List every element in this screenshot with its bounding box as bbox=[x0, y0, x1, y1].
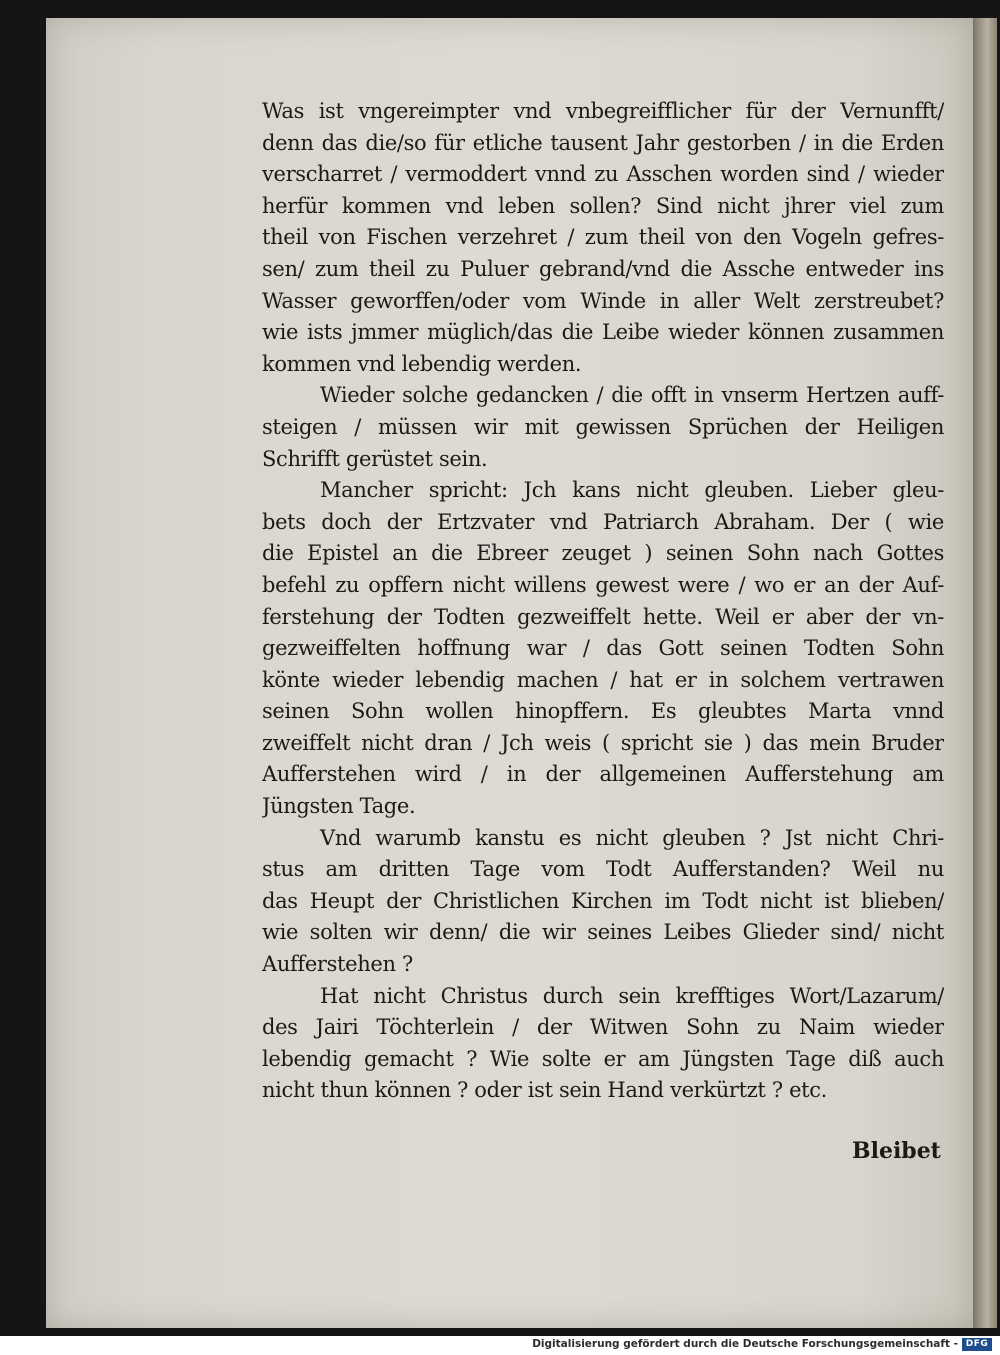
text-line: theil von Fischen verzehret / zum theil von den Vogeln gefres- bbox=[262, 225, 944, 250]
text-line: Wasser geworffen/oder vom Winde in aller Welt zerstreubet? bbox=[262, 288, 944, 313]
text-line: verscharret / vermoddert vnnd zu Asschen worden sind / wieder bbox=[262, 162, 944, 187]
catchword: Bleibet bbox=[852, 1138, 941, 1164]
text-line: Jüngsten Tage. bbox=[262, 794, 416, 819]
text-line: herfür kommen vnd leben sollen? Sind nicht jhrer viel zum bbox=[262, 193, 944, 218]
text-line: wie ists jmmer müglich/das die Leibe wieder können zusammen bbox=[262, 320, 944, 345]
funding-credit: Digitalisierung gefördert durch die Deutsche Forschungsgemeinschaft - bbox=[532, 1338, 958, 1350]
text-line: des Jairi Töchterlein / der Witwen Sohn zu Naim wieder bbox=[262, 1015, 944, 1040]
text-line: zweiffelt nicht dran / Jch weis ( spricht sie ) das mein Bruder bbox=[262, 730, 944, 755]
text-line: gezweiffelten hoffnung war / das Gott seinen Todten Sohn bbox=[262, 636, 944, 661]
text-line: Schrifft gerüstet sein. bbox=[262, 446, 488, 471]
text-line: Wieder solche gedancken / die offt in vnserm Hertzen auff- bbox=[320, 383, 944, 408]
text-line: wie solten wir denn/ die wir seines Leibes Glieder sind/ nicht bbox=[262, 920, 944, 945]
text-line: seinen Sohn wollen hinopffern. Es gleubtes Marta vnnd bbox=[262, 699, 944, 724]
text-line: Vnd warumb kanstu es nicht gleuben ? Jst nicht Chri- bbox=[320, 825, 944, 850]
text-line: ferstehung der Todten gezweiffelt hette. Weil er aber der vn- bbox=[262, 604, 944, 629]
text-line: nicht thun können ? oder ist sein Hand verkürtzt ? etc. bbox=[262, 1078, 827, 1103]
footer-bar bbox=[0, 1336, 1000, 1355]
text-line: denn das die/so für etliche tausent Jahr gestorben / in die Erden bbox=[262, 130, 944, 155]
dfg-logo-icon: DFG bbox=[962, 1338, 992, 1351]
text-line: könte wieder lebendig machen / hat er in solchem vertrawen bbox=[262, 667, 944, 692]
text-line: sen/ zum theil zu Puluer gebrand/vnd die Assche entweder ins bbox=[262, 256, 944, 281]
text-line: steigen / müssen wir mit gewissen Sprüchen der Heiligen bbox=[262, 414, 944, 439]
page-text bbox=[262, 96, 944, 1107]
text-line: kommen vnd lebendig werden. bbox=[262, 351, 582, 376]
text-line: die Epistel an die Ebreer zeuget ) seinen Sohn nach Gottes bbox=[262, 541, 944, 566]
page-edge bbox=[973, 18, 997, 1328]
text-line: Aufferstehen ? bbox=[262, 952, 413, 977]
text-line: Was ist vngereimpter vnd vnbegreifflicher für der Vernunfft/ bbox=[262, 99, 944, 123]
text-line: Mancher spricht: Jch kans nicht gleuben. Lieber gleu- bbox=[320, 478, 944, 503]
text-line: das Heupt der Christlichen Kirchen im Todt nicht ist blieben/ bbox=[262, 888, 944, 913]
text-line: Hat nicht Christus durch sein krefftiges Wort/Lazarum/ bbox=[320, 983, 944, 1008]
text-line: befehl zu opffern nicht willens gewest were / wo er an der Auf- bbox=[262, 572, 944, 597]
text-line: lebendig gemacht ? Wie solte er am Jüngsten Tage diß auch bbox=[262, 1046, 944, 1071]
text-line: bets doch der Ertzvater vnd Patriarch Abraham. Der ( wie bbox=[262, 509, 944, 534]
text-line: stus am dritten Tage vom Todt Aufferstanden? Weil nu bbox=[262, 857, 944, 882]
text-line: Aufferstehen wird / in der allgemeinen Aufferstehung am bbox=[262, 762, 944, 787]
